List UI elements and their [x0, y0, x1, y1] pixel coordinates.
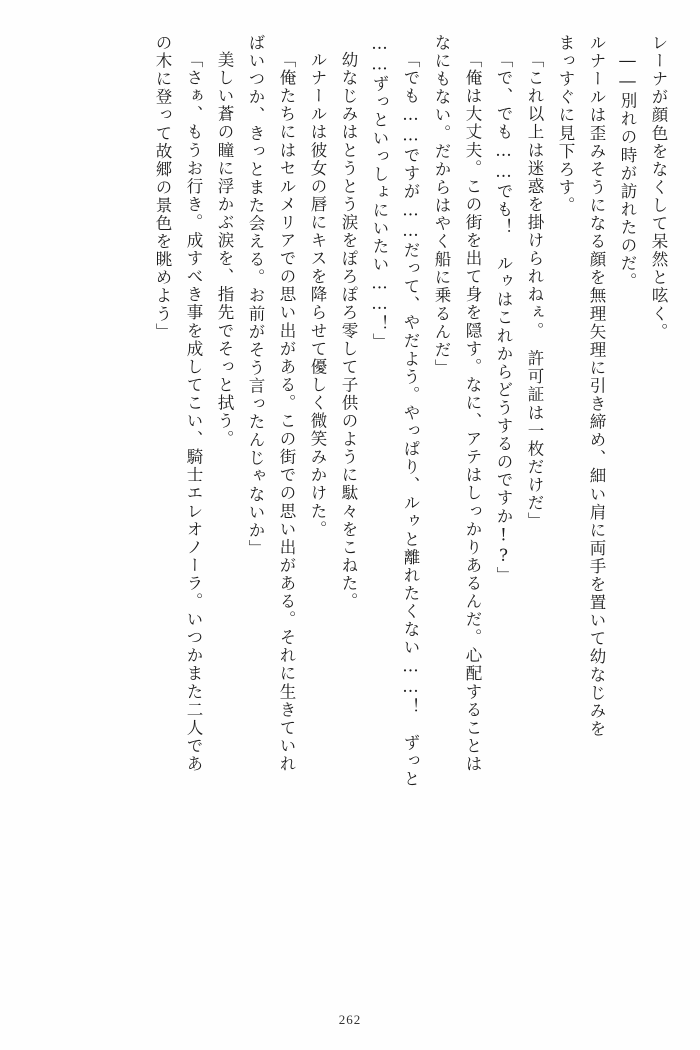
text-line: なにもない。だからはやく船に乗るんだ」 — [432, 34, 451, 377]
page-number: 262 — [338, 1012, 362, 1027]
text-line: ルナールは彼女の唇にキスを降らせて優しく微笑みかけた。 — [308, 51, 327, 539]
text-line: 「俺たちにはセルメリアでの思い出がある。この街での思い出がある。それに生きていれ — [277, 51, 296, 773]
text-line: 「で、でも……でも！ ルゥはこれからどうするのですか!?」 — [494, 51, 513, 585]
text-line: 幼なじみはとうとう涙をぽろぽろ零して子供のように駄々をこねた。 — [339, 51, 358, 611]
text-line: ……ずっといっしょにいたい……！」 — [370, 34, 389, 351]
text-line: 「さぁ、もうお行き。成すべき事を成してこい、騎士エレオノーラ。いつかまた二人であ — [184, 51, 203, 773]
text-line: まっすぐに見下ろす。 — [556, 34, 575, 215]
text-line: レーナが顔色をなくして呆然と呟く。 — [649, 34, 668, 341]
text-line: 「俺は大丈夫。この街を出て身を隠す。なに、アテはしっかりあるんだ。心配することは — [463, 51, 482, 773]
text-line: 「でも……ですが……だって、やだよう。やっぱり、ルゥと離れたくない……！ ずっと — [401, 51, 420, 788]
text-line: 「これ以上は迷惑を掛けられねぇ。 許可証は一枚だけだ」 — [525, 51, 544, 531]
novel-text-block — [38, 34, 666, 984]
text-line: ――別れの時が訪れたのだ。 — [618, 51, 637, 291]
text-line: 美しい蒼の瞳に浮かぶ涙を、指先でそっと拭う。 — [215, 51, 234, 449]
text-line: ばいつか、きっとまた会える。お前がそう言ったんじゃないか」 — [246, 34, 265, 558]
text-line: ルナールは歪みそうになる顔を無理矢理に引き締め、細い肩に両手を置いて幼なじみを — [587, 34, 606, 738]
text-line: の木に登って故郷の景色を眺めよう」 — [153, 34, 172, 341]
